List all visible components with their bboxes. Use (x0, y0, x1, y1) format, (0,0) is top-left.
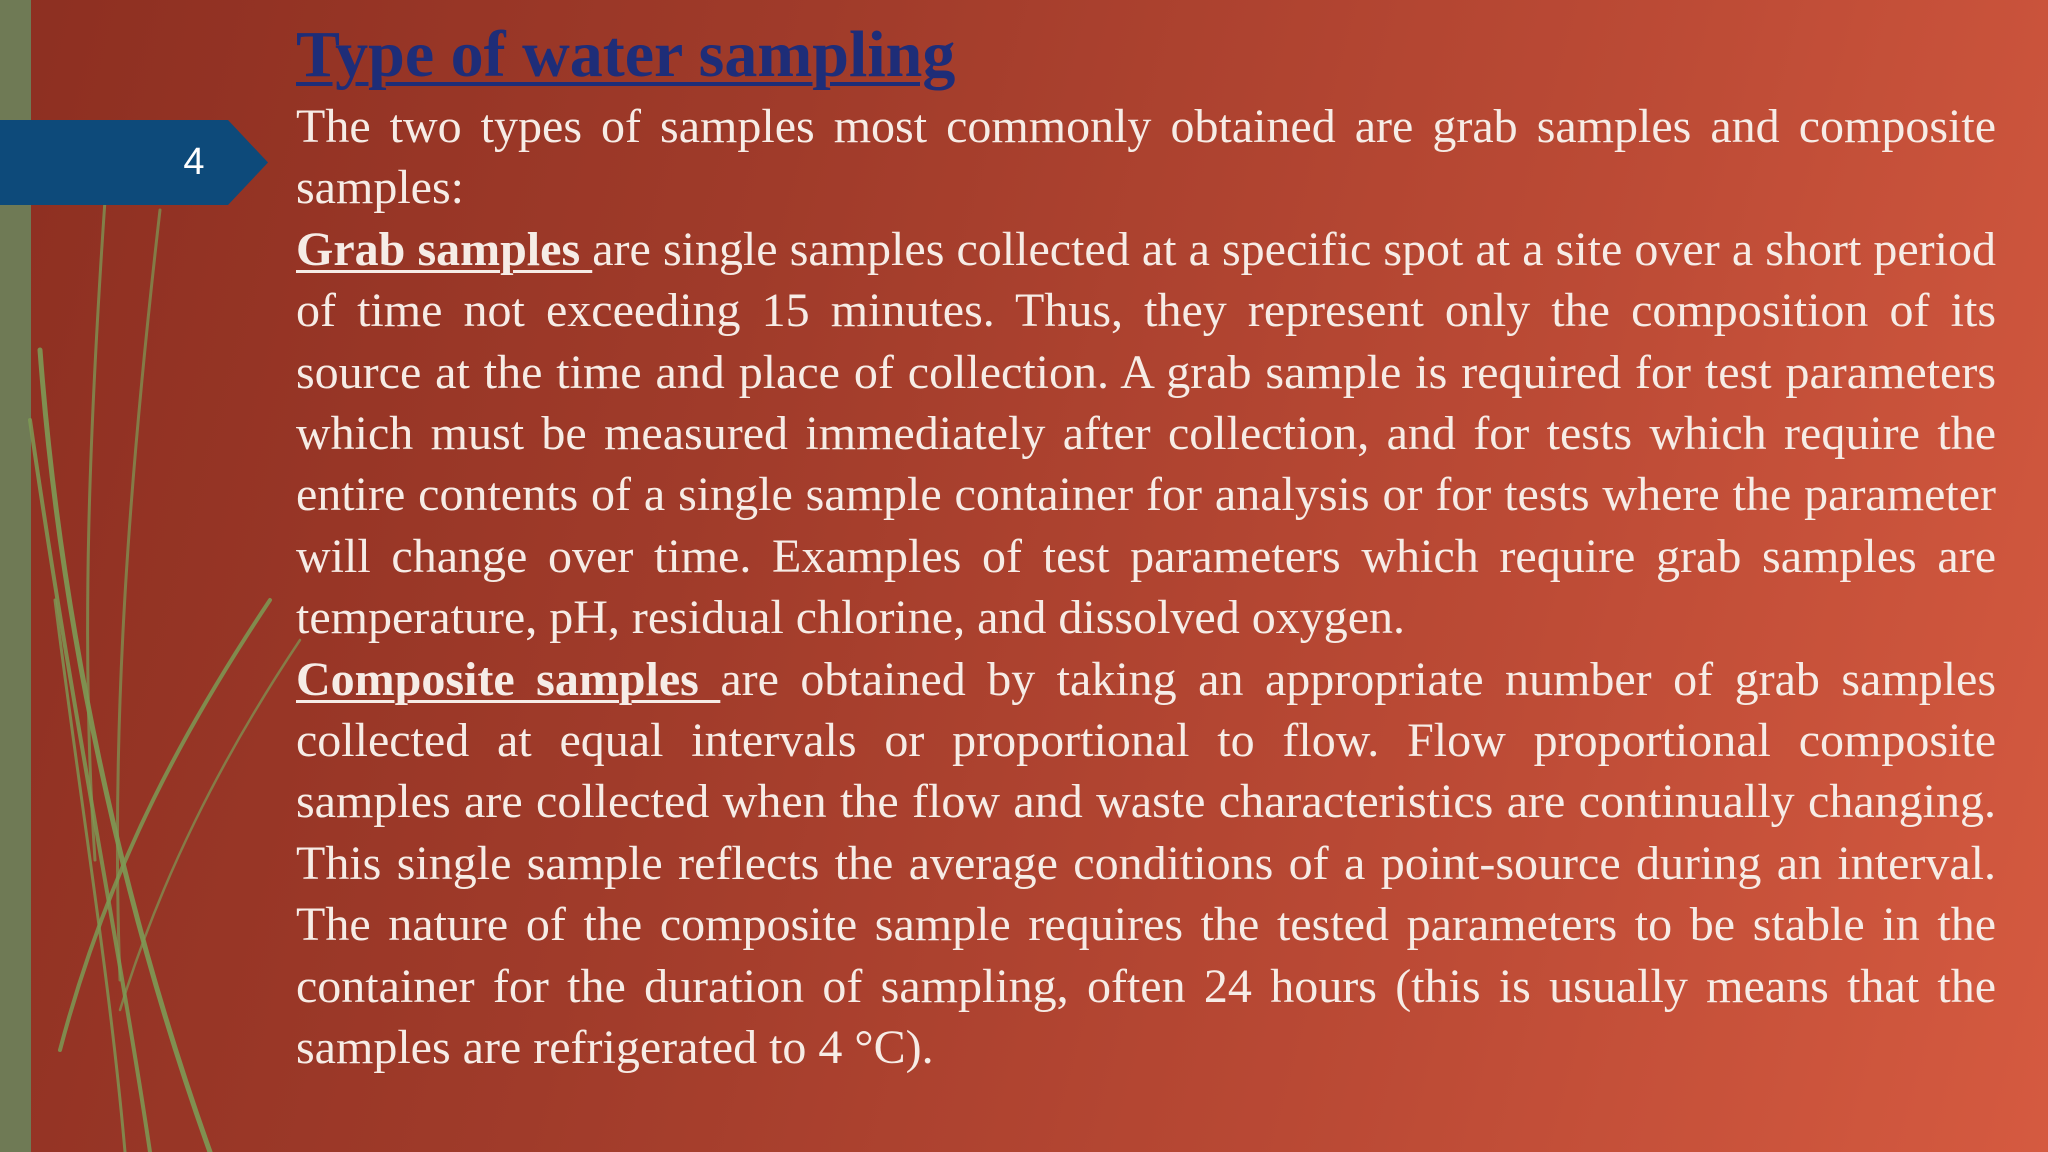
slide-title: Type of water sampling (296, 18, 956, 91)
slide-content (296, 14, 1996, 1079)
grab-samples-paragraph (296, 219, 1996, 649)
slide-number: 4 (183, 141, 205, 183)
grab-samples-text: are single samples collected at a specific spot at a site over a short period of time not exceeding 15 minutes. Thus, they represent only the composition of its source at the time and place of collection. A grab sample is required for test parameters which must be measured immediately after collection, and for tests which require the entire contents of a single sample container for analysis or for tests where the parameter will change over time. Examples of test parameters which require grab samples are temperature, pH, residual chlorine, and dissolved oxygen. (296, 222, 1996, 645)
composite-samples-text: are obtained by taking an appropriate number of grab samples collected at equal intervals or proportional to flow. Flow proportional composite samples are collected when the flow and waste characteristics are continually changing. This single sample reflects the average conditions of a point-source during an interval. The nature of the composite sample requires the tested parameters to be stable in the container for the duration of sampling, often 24 hours (this is usually means that the samples are refrigerated to 4 °C). (296, 652, 1997, 1075)
composite-samples-term: Composite samples (296, 652, 721, 706)
composite-samples-paragraph (296, 649, 1996, 1079)
frond-stroke (88, 200, 105, 860)
grab-samples-term: Grab samples (296, 222, 593, 276)
intro-paragraph: The two types of samples most commonly obtained are grab samples and composite samples: (296, 100, 1996, 215)
frond-stroke (55, 600, 125, 1152)
slide-number-badge (0, 120, 268, 205)
badge-arrow-shape (0, 120, 268, 205)
